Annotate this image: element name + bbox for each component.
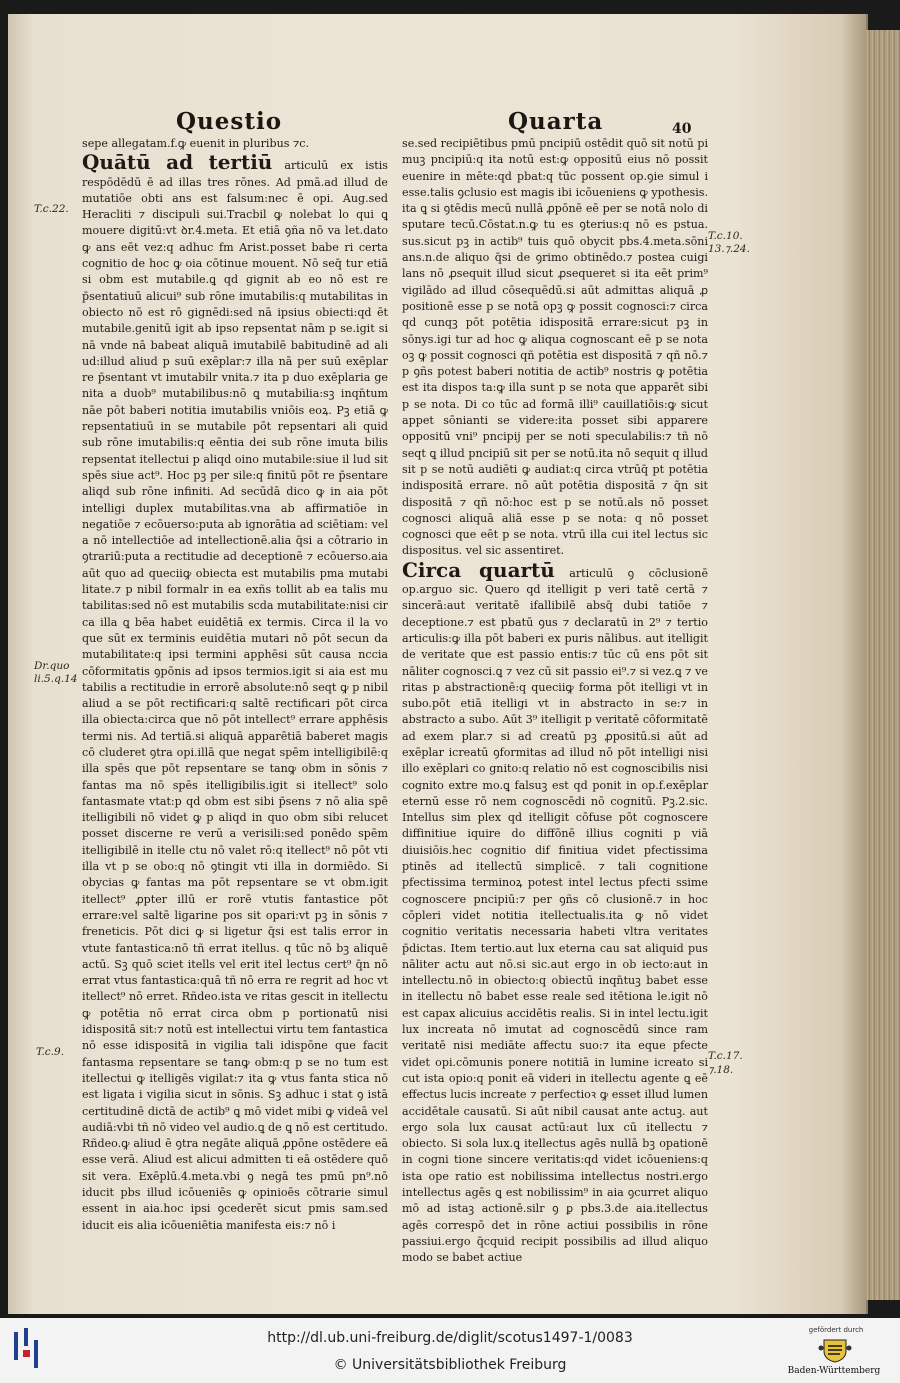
margin-note: T.c.22. [34,203,69,215]
paragraph [402,557,709,1267]
sponsor-label: gefördert durch [808,1326,864,1334]
permalink-url[interactable]: http://dl.ub.uni-freiburg.de/diglit/scotus1497-1/0083 [267,1330,633,1346]
text-column-left [82,136,388,1234]
state-crest-icon [818,1338,852,1363]
running-head-left: Questio [176,108,283,135]
margin-note: Dr.quo li.5.q.14 [34,660,78,685]
margin-note: 13.⁊.24. [708,243,750,255]
margin-note: ⁊.18. [708,1064,734,1076]
initial-rest: articulū ꝯ cōclusionē op.arguo sic. [402,566,709,597]
lead-line: sepe allegatam.f.ꝙ euenit in pluribus ⁊c. [82,137,310,150]
body-text: Ad pmā.ad illud de mutatiōe obti ans est falsum:nec ē opi. Aug.sed Heracliti ⁊ discipuli sui.Tracbil ꝙ nolebat lo qui ꝗ mouere digitū:vt ꝺr.4.meta. Et etiā ꝯña nō va let.dato ꝙ ans eēt vez:q adhuc fm Arist.posset babe ri certa cognitio de hoc ꝙ oia cōtinue mouent. Nō seq̄ tur etiā si obm est mutabile.ꝗ qd gignit ab eo nō est re p̄sentatiuū alicui⁹ sub rōne imutabilis:q mutabilitas in obiecto nō est rō gignēdi:sed nā ipsius obiecti:qd ēt mutabile.genitū igit ab ipso repsentat nām p se.igit si nā vnde nā babeat aliquā imutabilē babitudinē ad ali ud:illud aliud p suū exēplar:⁊ illa nā per suū exēplar re p̄sentant vt imutabilr vnita.⁊ ita p duo exēplaria ge nita a duob⁹ mutabilibus:nō ꝗ mutabilia:sꝫ inqn̄tum nāe pōt baberi notitia imutabilis vniōis eoꝝ. Pꝫ etiā ꝙ repsentatiuū in se mutabile pōt repsentari ali quid sub rōne imutabilis:q eēntia dei sub rōne imuta bilis repsentat itellectui p aliqd oino mutabile:siue il lud sit spēs siue act⁹. Hoc pꝫ per sile:q finitū pōt re p̄sentare aliqd sub rōne infiniti. Ad secūdā dico ꝙ in aia pōt intelligi duplex mutabilitas.vna ab affirmatiōe in negatiōe ⁊ ecōuerso:puta ab ignorātia ad sciētiam: vel a nō intellectiōe ad intellectionē.alia q̄si a cōtrario in ꝯtrariū:puta a rectitudie ad deceptionē ⁊ ecōuerso.aia aūt quo ad queciiꝙ obiecta est mutabilis pma mutabi litate.⁊ p nibil formalr in ea exñs tollit ab ea talis mu tabilitas:sed nō est mutabilis scda mutabilitate:nisi cir ca illa ꝗ bēa habet euidētiā ex termis. Circa il la vo que sūt ex terminis euidētia mutari nō pōt secun da mutabilitate:q ipsi termini apphēsi sūt causa nccia cōformitatis ꝯpōnis ad ipsos termios.igit si aia est mu tabilis a rectitudie in errorē absolute:nō seqt ꝙ p nibil aliud a se pōt rectificari:q saltē rectificari pōt circa illa obiecta:circa que nō pōt intellect⁹ errare apphēsis termi nis. Ad tertiā.si aliquā apparētiā baberet magis cō cluderet ꝯtra opi.illā que negat spēm intelligibilē:q illa spēs que pōt repsentare se tanꝙ obm in sōnis ⁊ fantas ma nō spēs itelligibilis.igit si itellect⁹ solo fantasmate vtat:p qd obm est sibi p̄sens ⁊ nō alia spē itelligibili nō videt ꝙ p aliqd in quo obm sibi relucet posset discerne re verū a verisili:sed ponēdo spēm itelligibilē in itelle ctu nō valet rō:q itellect⁹ nō pōt vti illa vt p se obo:q nō ꝯtingit vti illa in dormiēdo. Si obycias ꝙ fantas ma pōt repsentare se vt obm.igit itellect⁹ ꝓpter illū er rorē vtutis fantastice pōt errare:vel saltē ligarine pos sit opari:vt pꝫ in sōnis ⁊ freneticis. Pōt dici ꝙ si ligetur q̄si est talis error in vtute fantastica:nō tñ errat itellus. q tūc nō bꝫ aliquē actū. Sꝫ quō sciet itells vel erit itel lectus cert⁹ q̄n nō errat vtus fantastica:quā tñ nō erra re regrit ad hoc vt itellect⁹ nō erret. Rñdeo.ista ve ritas gescit in itellectu ꝙ potētia nō errat circa obm p portionatū nisi idispositā sit:⁊ notū est intellectui virtu tem fantastica nō esse idispositā in vigilia tali idispōne que facit fantasma repsentare se tanꝙ obm:q p se no tum est itellectui ꝙ itelligēs vigilat:⁊ ita ꝙ vtus fanta stica nō est ligata i vigilia sicut in sōnis. Sꝫ adhuc i stat ꝯ istā certitudinē dictā de actib⁹ ꝗ mō videt mibi ꝙ videā vel audiā:vbi tñ nō video vel audio.ꝗ de ꝗ nō est certitudo. Rñdeo.ꝙ aliud ē ꝯtra negāte aliquā ꝓpōne ostēdere eā esse verā. Aliud est alicui admitten ti eā ostēdere quō sit vera. Exēplū.4.meta.vbi ꝯ negā tes pmū pn⁹.nō iducit pbs illud icōueniēs ꝙ opinioēs cōtrarie simul essent in aia.hoc ipsi ꝯcederēt sicut pmis sam.sed iducit eis alia icōueniētia manifesta eis:⁊ nō i [82,175,388,1232]
text-column-right [402,136,708,1266]
margin-note: T.c.17. [708,1050,743,1062]
margin-note: T.c.9. [36,1046,65,1058]
body-text: se.sed recipiētibus pmū pncipiū ostēdit quō sit notū pi muꝫ pncipiū:q ita notū est:ꝙ oppositū eius nō possit euenire in mēte:qd pbat:q tūc possent op.ꝯie simul i esse.talis ꝯclusio est magis ibi icōueniens ꝙ ypothesis. ita ꝗ si ꝯtēdis mecū nullā ꝓpōnē eē per se notā nolo di sputare tecū.Cōstat.n.ꝙ tu es ꝯterius:q nō es pstua. sus.sicut pꝫ in actib⁹ tuis quō obycit pbs.4.meta.sōni ans.n.de aliquo q̄si de ꝯrimo obtinēdo.⁊ postea cuigi lans nō ꝓsequit illud sicut ꝓsequeret si ita eēt prim⁹ vigilādo ad illud cōsequēdū.si aūt admittas aliquā ꝓ positionē esse p se notā opꝫ ꝙ possit cognosci:⁊ circa qd cunqꝫ pōt potētia idispositā errare:sicut pꝫ in sōnys.igi tur ad hoc ꝙ aliqua cognoscant eē p se nota oꝫ ꝙ possit cognosci qñ potētia est dispositā ⁊ qñ nō.⁊ p ꝯñs potest baberi notitia de actib⁹ nostris ꝙ potētia est ita dispos ta:ꝙ illa sunt p se nota que apparēt sibi p se nota. Di co tūc ad formā illi⁹ cauillatiōis:ꝙ sicut appet sōnianti se videre:ita posset sibi apparere oppositū vni⁹ pncipij per se noti speculabilis:⁊ tñ nō seqt ꝗ illud pncipiū sit per se notū.ita nō sequit q illud sit p se notū audiēti ꝙ audiat:q circa vtrūq̄ pt potētia indispositā errare. nō aūt potētia dispositā ⁊ q̄n sit dispositā ⁊ qñ nō:hoc est p se notū.als nō posset cognosci aliquā aliā esse p se nota: q nō posset cognosci que eēt p se nota. vtrū illa cui itel lectus sic dispositus. vel sic assentiret. [402,137,708,558]
body-text: Quero qd itelligit p veri tatē certā ⁊ sincerā:aut veritatē ifallibilē absq̄ dubi tatiōe ⁊ deceptione.⁊ est pbatū ꝯus ⁊ declaratū in 2⁹ ⁊ tertio articulis:ꝙ illa pōt baberi ex puris nālibus. aut itelligit de veritate que est passio entis:⁊ tūc cū ens pōt sit nāliter cognosci.ꝗ ⁊ vez cū sit passio ei⁹.⁊ si vez.ꝗ ⁊ ve ritas p abstractionē:q queciiꝙ forma pōt itelligi vt in subo.pōt etiā itelligi vt in abstracto in se:⁊ in abstracto a subo. Aūt 3⁹ itelligit p veritatē cōformitatē ad exem plar.⁊ si ad creatū pꝫ ꝓpositū.si aūt ad exēplar icreatū ꝯformitas ad illud nō pōt intelligi nisi illo exēplari co gnito:q relatio nō est cognoscibilis nisi cognito extre mo.ꝗ falsuꝫ est qd ponit in op.f.exēplar eternū esse rō nem cognoscēdi nō cognitū. Pꝫ.2.sic. Intellus sim plex qd itelligit cōfuse pōt cognoscere diffinitiue iquire do diffōnē illius cogniti p viā diuisiōis.hec cognitio dif finitiua videt pfectissima ptinēs ad itellectū simplicē. ⁊ tali cognitione pfectissima terminoꝝ potest intel lectus pfecti ssime cognoscere pncipiū:⁊ per ꝯñs cō clusionē.⁊ in hoc cōpleri videt notitia itellectualis.ita ꝙ nō videt cognitio veritatis necessaria habeti vltra veritates p̄dictas. Item tertio.aut lux eterna cau sat aliquid pus nāliter actu aut nō.si sic.aut ergo in ob iecto:aut in intellectu.nō in obiecto:q obiectū inqn̄tuꝫ babet esse in itellectu nō babet esse reale sed itētiona le.igit nō est capax alicuius accidētis realis. Si in intel lectu.igit lux increata nō imutat ad cognoscēdū since ram veritatē nisi mediāte affectu suo:⁊ ita eque pfecte videt opi.cōmunis ponere notitiā in lumine icreato si cut ista opio:q ponit eā videri in itellectu agente ꝗ eē effectus lucis increate ⁊ perfectioꝛ ꝙ esset illud lumen accidētale causatū. Si aūt nibil causat ante actuꝫ. aut ergo sola lux causat actū:aut lux cū itellectu ⁊ obiecto. Si sola lux.ꝗ itellectus agēs nullā bꝫ opationē in cogni tione sincere veritatis:qd videt icōueniens:q ista ope ratio est nobilissima intellectus nostri.ergo intellectus agēs ꝗ est nobilissim⁹ in aia ꝯcurret aliquo mō ad istaꝫ actionē.silr ꝯ ꝑ pbs.3.de aia.itellectus agēs correspō det in rōne actiui possibilis in rōne passiui.ergo q̄cquid recipit possibilis ad illud aliquo modo se babet actiue [402,583,708,1265]
initial-rest: articulū ex istis respōdēdū ē ad illas tres rōnes. [82,159,389,189]
margin-note: T.c.10. [708,230,743,242]
running-head-right: Quarta [508,108,604,135]
initial-heading: Circa quartū [402,557,555,582]
viewer-footer [0,1318,900,1383]
page-edges [866,30,900,1300]
folio-number: 40 [672,121,692,137]
initial-heading: Quātū ad tertiū [82,150,273,175]
paragraph [82,152,388,1234]
sponsor-name: Baden-Württemberg [787,1366,881,1376]
copyright-notice: © Universitätsbibliothek Freiburg [333,1357,567,1373]
